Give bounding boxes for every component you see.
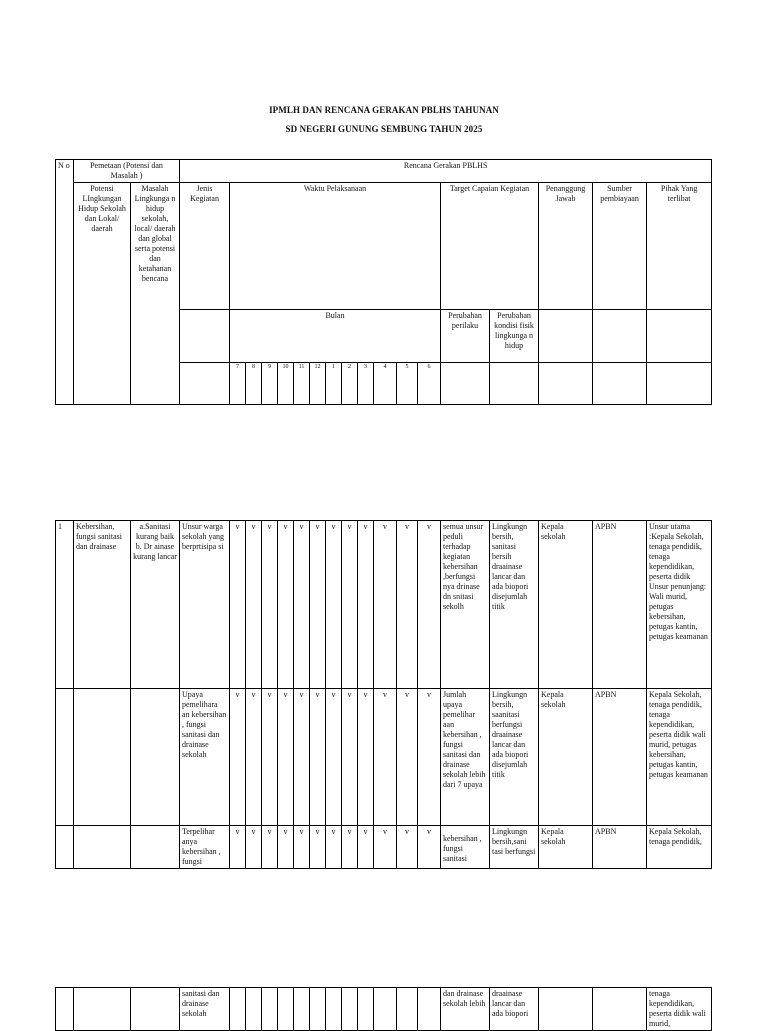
row-jenis: sanitasi dan drainase sekolah (180, 988, 230, 1031)
header-rencana: Rencana Gerakan PBLHS (180, 160, 712, 183)
header-sumber: Sumber pembiayaan (593, 183, 647, 310)
row-perilaku: Jumlah upaya pemelihar aan kebersihan , fungsi sanitasi dan drainase sekolah lebih dari 7 upaya (441, 689, 490, 826)
month-cell: 3 (358, 363, 374, 405)
month-mark: v (246, 689, 262, 826)
month-mark: v (294, 521, 310, 689)
row-no: 1 (56, 521, 74, 689)
month-cell: 12 (310, 363, 326, 405)
row-jenis: Upaya pemelihara an kebersihan , fungsi sanitasi dan drainase sekolah (180, 689, 230, 826)
header-pihak: Pihak Yang terlibat (647, 183, 712, 310)
row-kondisi: draainase lancar dan ada biopori (490, 988, 539, 1031)
header-pemetaan: Pemetaan (Potensi dan Masalah ) (74, 160, 180, 183)
row-sumber: APBN (593, 689, 647, 826)
month-mark: v (230, 521, 246, 689)
month-mark: v (294, 826, 310, 869)
header-perubahan-perilaku: Perubahan perilaku (441, 310, 490, 363)
month-mark: v (418, 689, 441, 826)
month-mark: v (397, 689, 418, 826)
row-masalah (131, 826, 180, 869)
month-cell: 4 (374, 363, 397, 405)
month-mark: v (374, 826, 397, 869)
row-potensi (74, 826, 131, 869)
month-cell: 2 (342, 363, 358, 405)
row-kondisi: Lingkungn bersih, sanitasi bersih draainase lancar dan ada biopori disejumlah titik (490, 521, 539, 689)
month-mark: v (326, 826, 342, 869)
header-penanggung: Penanggung Jawab (539, 183, 593, 310)
month-mark: v (230, 689, 246, 826)
row-potensi (74, 689, 131, 826)
row-pihak: Kepala Sekolah, tenaga pendidik, (647, 826, 712, 869)
document-title: IPMLH DAN RENCANA GERAKAN PBLHS TAHUNAN (269, 105, 499, 115)
month-mark: v (278, 826, 294, 869)
row-potensi: Kebersihan, fungsi sanitasi dan drainase (74, 521, 131, 689)
month-mark: v (418, 826, 441, 869)
month-mark: v (326, 521, 342, 689)
month-mark: v (310, 521, 326, 689)
month-cell: 9 (262, 363, 278, 405)
row-masalah: a.Sanitasi kurang baik b. Dr ainase kurang lancar (131, 521, 180, 689)
month-mark: v (230, 826, 246, 869)
header-masalah: Masalah Lingkunga n hidup sekolah, local/ daerah dan global serta potensi dan ketahanan bencana (131, 183, 180, 405)
month-cell: 11 (294, 363, 310, 405)
row-kondisi: Lingkungn bersih, saanitasi berfungsi draainase lancar dan ada biopori disejumlah titik (490, 689, 539, 826)
month-mark: v (342, 826, 358, 869)
header-target: Target Capaian Kegiatan (441, 183, 539, 310)
month-mark: v (326, 689, 342, 826)
row-pihak: tenaga kependidikan, peserta didik wali murid, (647, 988, 712, 1031)
month-mark: v (262, 826, 278, 869)
header-waktu: Waktu Pelaksanaan (230, 183, 441, 310)
table-row (56, 988, 712, 1031)
month-mark: v (262, 689, 278, 826)
row-pihak: Kepala Sekolah, tenaga pendidik, tenaga kependidikan, peserta didik wali murid, petugas kebersihan, petugas kantin, petugas keamanan (647, 689, 712, 826)
month-mark: v (262, 521, 278, 689)
row-perilaku: kebersihan , fungsi sanitasi (441, 826, 490, 869)
month-cell: 5 (397, 363, 418, 405)
month-mark: v (342, 689, 358, 826)
row-penanggung: Kepala sekolah (539, 521, 593, 689)
row-sumber: APBN (593, 521, 647, 689)
month-mark: v (397, 521, 418, 689)
month-mark: v (397, 826, 418, 869)
row-penanggung: Kepala sekolah (539, 689, 593, 826)
row-jenis: Unsur warga sekolah yang berprtisipa si (180, 521, 230, 689)
month-mark: v (358, 826, 374, 869)
table-row (56, 826, 712, 869)
header-jenis: Jenis Kegiatan (180, 183, 230, 310)
month-mark: v (418, 521, 441, 689)
month-mark: v (310, 826, 326, 869)
header-potensi: Potensi LIngkungan Hidup Sekolah dan Lokal/ daerah (74, 183, 131, 405)
row-kondisi: Lingkungn bersih,sani tasi berfungsi (490, 826, 539, 869)
row-no (56, 689, 74, 826)
plan-continuation-table (55, 987, 712, 1031)
row-jenis: Terpelihar anya kebersihan , fungsi (180, 826, 230, 869)
row-sumber: APBN (593, 826, 647, 869)
month-mark: v (278, 521, 294, 689)
month-mark: v (246, 826, 262, 869)
month-mark: v (310, 689, 326, 826)
month-cell: 8 (246, 363, 262, 405)
month-mark: v (342, 521, 358, 689)
month-cell: 7 (230, 363, 246, 405)
row-no (56, 826, 74, 869)
row-pihak: Unsur utama :Kepala Sekolah, tenaga pendidik, tenaga kependidikan, peserta didik Unsur penunjang: Wali murid, petugas kebersihan, petugas kantin, petugas keamanan (647, 521, 712, 689)
month-mark: v (358, 521, 374, 689)
document-subtitle: SD NEGERI GUNUNG SEMBUNG TAHUN 2025 (285, 124, 483, 134)
row-perilaku: dan drainase sekolah lebih (441, 988, 490, 1031)
month-cell: 1 (326, 363, 342, 405)
table-row (56, 521, 712, 689)
month-cell: 6 (418, 363, 441, 405)
plan-body-table (55, 520, 712, 869)
month-mark: v (374, 521, 397, 689)
header-no: N o (56, 160, 74, 405)
header-bulan: Bulan (230, 310, 441, 363)
row-perilaku: semua unsur peduli terhadap kegiatan kebersihan ,berfungsi nya drinase dn snitasi sekolh (441, 521, 490, 689)
header-perubahan-kondisi: Perubahan kondisi fisik lingkunga n hidup (490, 310, 539, 363)
month-mark: v (246, 521, 262, 689)
month-mark: v (278, 689, 294, 826)
table-row (56, 689, 712, 826)
plan-header-table (55, 159, 712, 405)
month-cell: 10 (278, 363, 294, 405)
row-penanggung: Kepala sekolah (539, 826, 593, 869)
month-mark: v (358, 689, 374, 826)
month-mark: v (374, 689, 397, 826)
row-masalah (131, 689, 180, 826)
month-mark: v (294, 689, 310, 826)
